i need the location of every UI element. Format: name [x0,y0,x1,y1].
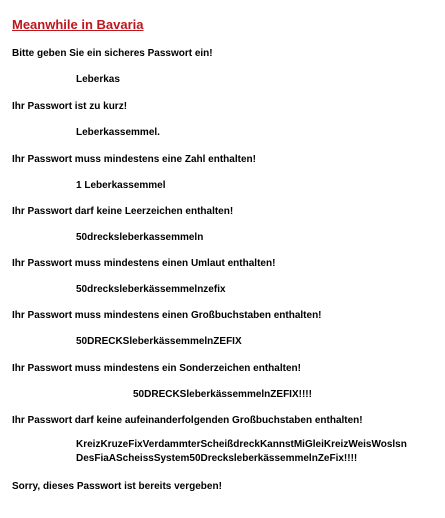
prompt-6: Ihr Passwort muss mindestens einen Großbuchstaben enthalten! [12,310,322,321]
prompt-4: Ihr Passwort darf keine Leerzeichen enthalten! [12,206,234,217]
answer-2: Leberkassemmel. [76,127,160,138]
final-message: Sorry, dieses Passwort ist bereits vergeben! [12,481,222,492]
answer-3: 1 Leberkassemmel [76,180,166,191]
prompt-5: Ihr Passwort muss mindestens einen Umlaut enthalten! [12,258,276,269]
prompt-3: Ihr Passwort muss mindestens eine Zahl enthalten! [12,154,256,165]
answer-1: Leberkas [76,74,120,85]
prompt-8: Ihr Passwort darf keine aufeinanderfolgenden Großbuchstaben enthalten! [12,415,363,426]
answer-6: 50DRECKSleberkässemmelnZEFIX [76,336,242,347]
answer-8-line-2: DesFiaAScheissSystem50DrecksleberkässemmelnZeFix!!!! [76,453,358,464]
answer-5: 50drecksleberkässemmelnzefix [76,284,226,295]
answer-4: 50drecksleberkassemmeln [76,232,204,243]
prompt-2: Ihr Passwort ist zu kurz! [12,101,128,112]
answer-8-line-1: KreizKruzeFixVerdammterScheißdreckKannstMiGleiKreizWeisWoslsn [76,439,407,450]
page-title: Meanwhile in Bavaria [12,17,144,32]
prompt-1: Bitte geben Sie ein sicheres Passwort ein! [12,48,213,59]
prompt-7: Ihr Passwort muss mindestens ein Sonderzeichen enthalten! [12,363,301,374]
answer-7: 50DRECKSleberkässemmelnZEFIX!!!! [133,389,312,400]
